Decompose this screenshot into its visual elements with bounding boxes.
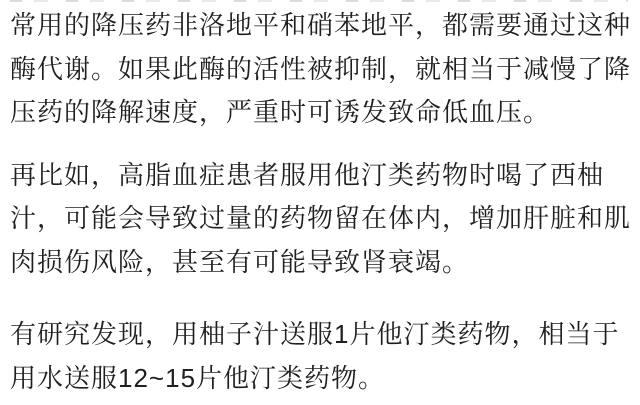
cropped-text-remnant xyxy=(10,0,628,2)
text-line: 酶代谢。如果此酶的活性被抑制，就相当于减慢了降 xyxy=(10,53,632,84)
paragraph-statin-risk xyxy=(10,154,632,285)
text-line: 常用的降压药非洛地平和硝苯地平，都需要通过这种 xyxy=(10,10,632,40)
text-line: 用水送服12~15片他汀类药物。 xyxy=(10,362,386,393)
paragraph-antihypertensive xyxy=(10,4,632,135)
text-line: 再比如，高脂血症患者服用他汀类药物时喝了西柚 xyxy=(10,159,605,190)
article-body xyxy=(10,4,632,400)
text-line: 汁，可能会导致过量的药物留在体内，增加肝脏和肌 xyxy=(10,203,632,233)
text-line: 压药的降解速度，严重时可诱发致命低血压。 xyxy=(10,97,551,127)
text-line: 肉损伤风险，甚至有可能导致肾衰竭。 xyxy=(10,246,470,277)
paragraph-research-finding xyxy=(10,313,632,400)
text-line: 有研究发现，用柚子汁送服1片他汀类药物，相当于 xyxy=(10,319,620,349)
